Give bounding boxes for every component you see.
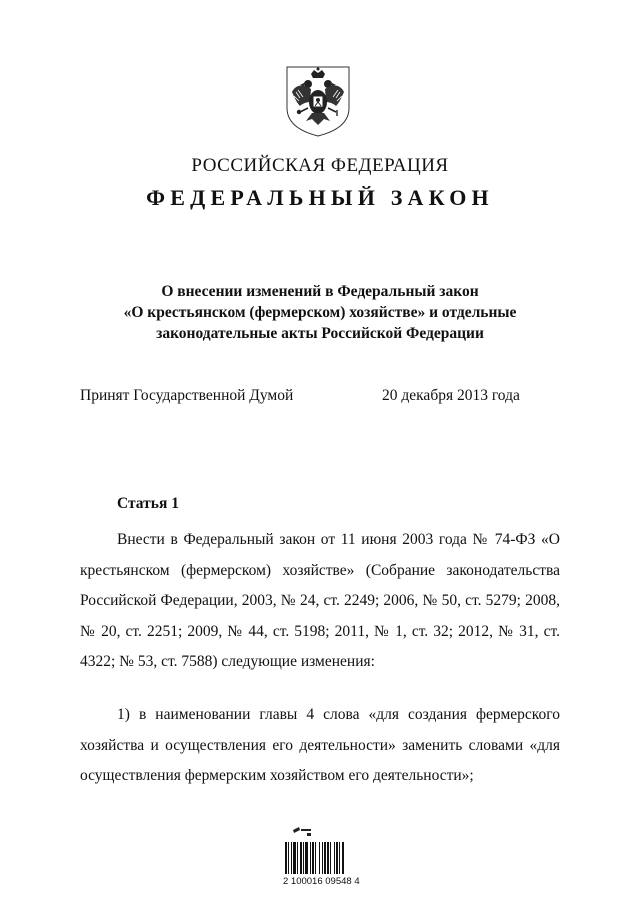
barcode [283,826,367,888]
barcode-number: 2 100016 09548 4 [283,876,360,887]
country-name: РОССИЙСКАЯ ФЕДЕРАЦИЯ [191,155,449,176]
article-paragraph: 1) в наименовании главы 4 слова «для создания фермерского хозяйства и осуществления его деятельности» заменить словами «для осуществления фермерским хозяйством его деятельности»; [80,706,560,785]
law-title-line: О внесении изменений в Федеральный закон [161,283,479,300]
adoption-date: 20 декабря 2013 года [382,387,520,404]
law-title-line: «О крестьянском (фермерском) хозяйстве» и отдельные [123,304,517,321]
law-title [90,281,550,344]
barcode-icon [283,826,367,876]
coat-of-arms-icon [284,64,352,138]
document-type: ФЕДЕРАЛЬНЫЙ ЗАКОН [146,185,494,210]
article-heading: Статья 1 [117,495,179,512]
article-paragraph: Внести в Федеральный закон от 11 июня 2003 года № 74-ФЗ «О крестьянском (фермерском) хозяйстве» (Собрание законодательства Российской Федерации, 2003, № 24, ст. 2249; 2006, № 50, ст. 5279; 2008, № 20, ст. 2251; 2009, № 44, ст. 5198; 2011, № 1, ст. 32; 2012, № 31, ст. 4322; № 53, ст. 7588) следующие изменения: [80,531,560,671]
adoption-label: Принят Государственной Думой [80,387,294,404]
law-title-line: законодательные акты Российской Федерации [156,325,484,342]
